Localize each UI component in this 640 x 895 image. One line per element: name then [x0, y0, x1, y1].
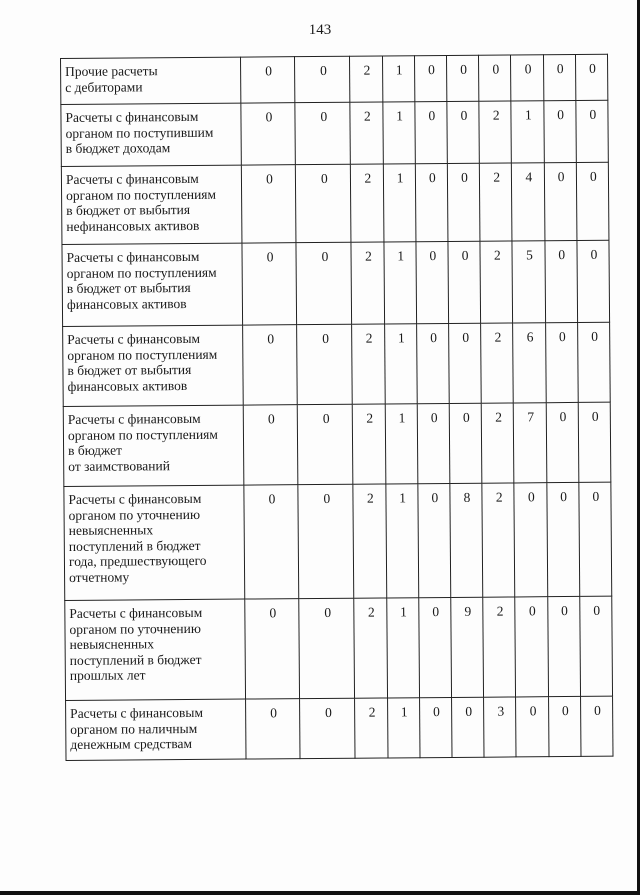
table-row — [61, 162, 609, 244]
code-digit-cell: 6 — [513, 323, 546, 403]
account-name-line: Расчеты с финансовым — [69, 604, 203, 621]
code-digit-cell: 0 — [515, 597, 548, 697]
code-digit-cell: 2 — [483, 597, 516, 697]
code-digit-cell: 2 — [354, 598, 387, 698]
code-digit-cell: 0 — [545, 322, 578, 402]
code-digit-cell: 0 — [511, 55, 544, 101]
code-digit-cell: 0 — [242, 325, 298, 405]
table-body — [61, 54, 613, 760]
code-digit-cell: 2 — [482, 483, 515, 597]
code-digit-cell: 0 — [547, 596, 580, 696]
account-name-line: Расчеты с финансовым — [67, 330, 201, 347]
account-name-line: денежным средствам — [70, 735, 193, 752]
account-name-cell — [62, 243, 242, 326]
account-name-line: органом по поступлениям — [66, 264, 217, 281]
code-digit-cell: 9 — [451, 597, 484, 697]
code-digit-cell: 2 — [355, 698, 388, 758]
code-digit-cell: 3 — [484, 697, 517, 757]
code-digit-cell: 0 — [579, 482, 612, 596]
code-digit-cell: 0 — [415, 163, 448, 241]
account-name-cell — [61, 57, 241, 104]
code-digit-cell: 0 — [240, 103, 295, 165]
code-digit-cell: 1 — [382, 56, 415, 102]
code-digit-cell: 1 — [383, 164, 416, 242]
account-name-line: Расчеты с финансовым — [68, 490, 202, 507]
account-name-cell — [65, 599, 245, 700]
code-digit-cell: 0 — [516, 697, 549, 757]
code-digit-cell: 0 — [514, 483, 547, 597]
code-digit-cell: 0 — [543, 100, 576, 162]
account-name-cell — [61, 165, 241, 244]
code-digit-cell: 1 — [382, 102, 415, 164]
code-digit-cell: 0 — [241, 243, 297, 325]
code-digit-cell: 1 — [387, 698, 420, 758]
account-name-line: Расчеты с финансовым — [67, 410, 201, 427]
account-name-line: поступлений в бюджет — [68, 537, 201, 554]
account-name-line: прошлых лет — [69, 667, 146, 683]
code-digit-cell: 0 — [418, 483, 451, 597]
code-digit-cell: 0 — [580, 696, 613, 756]
code-digit-cell: 0 — [448, 241, 481, 323]
code-digit-cell: 0 — [577, 240, 610, 322]
account-name-line: органом по наличным — [70, 720, 198, 737]
code-digit-cell: 2 — [479, 163, 512, 241]
code-digit-cell: 0 — [544, 240, 577, 322]
account-name-line: Расчеты с финансовым — [66, 248, 200, 265]
account-name-cell — [64, 485, 244, 600]
account-name-line: Расчеты с финансовым — [65, 108, 199, 125]
account-name-line: органом по поступлениям — [67, 346, 218, 363]
code-digit-cell: 0 — [451, 697, 484, 757]
table-row — [62, 240, 610, 326]
account-name-line: Расчеты с финансовым — [65, 170, 199, 187]
page-number: 143 — [308, 22, 332, 38]
code-digit-cell: 2 — [353, 404, 386, 484]
account-name-cell — [63, 405, 243, 486]
code-digit-cell: 1 — [383, 242, 416, 324]
account-name-line: финансовых активов — [67, 377, 188, 394]
account-name-line: нефинансовых активов — [66, 217, 200, 234]
code-digit-cell: 1 — [385, 404, 418, 484]
code-digit-cell: 0 — [298, 484, 354, 598]
code-digit-cell: 0 — [240, 57, 295, 103]
code-digit-cell: 2 — [351, 164, 384, 242]
account-name-cell — [63, 325, 243, 406]
table-row — [65, 596, 613, 700]
code-digit-cell: 0 — [414, 55, 447, 101]
code-digit-cell: 2 — [352, 324, 385, 404]
code-digit-cell: 0 — [449, 323, 482, 403]
code-digit-cell: 0 — [418, 597, 451, 697]
account-name-line: Расчеты с финансовым — [70, 704, 204, 721]
table-row — [66, 696, 613, 760]
code-digit-cell: 0 — [295, 56, 350, 102]
account-name-line: невыясненных — [68, 522, 154, 538]
code-digit-cell: 2 — [481, 403, 514, 483]
code-digit-cell: 0 — [298, 404, 354, 484]
code-digit-cell: 0 — [576, 100, 609, 162]
code-digit-cell: 0 — [449, 403, 482, 483]
code-digit-cell: 1 — [385, 484, 418, 598]
code-digit-cell: 0 — [544, 162, 577, 240]
code-digit-cell: 0 — [447, 163, 480, 241]
account-name-line: органом по поступившим — [65, 124, 214, 141]
code-digit-cell: 0 — [245, 699, 300, 759]
account-name-line: в бюджет доходам — [65, 140, 171, 156]
code-digit-cell: 0 — [300, 698, 355, 758]
account-name-line: органом по уточнению — [69, 620, 201, 637]
code-digit-cell: 0 — [479, 55, 512, 101]
code-digit-cell: 0 — [417, 403, 450, 483]
code-digit-cell: 2 — [480, 241, 513, 323]
scan-edge-bottom — [0, 891, 640, 895]
code-digit-cell: 4 — [512, 163, 545, 241]
account-name-line: в бюджет от выбытия — [67, 361, 192, 378]
code-digit-cell: 8 — [450, 483, 483, 597]
account-name-line: с дебиторами — [65, 78, 143, 95]
account-name-line: года, предшествующего — [68, 552, 207, 569]
code-digit-cell: 0 — [579, 596, 612, 696]
code-digit-cell: 0 — [546, 402, 579, 482]
account-name-line: в бюджет от выбытия — [66, 279, 191, 296]
code-digit-cell: 0 — [578, 402, 611, 482]
code-digit-cell: 5 — [512, 241, 545, 323]
code-digit-cell: 0 — [243, 485, 299, 599]
table-row — [63, 402, 611, 486]
code-digit-cell: 0 — [241, 165, 297, 243]
code-digit-cell: 0 — [243, 405, 299, 485]
code-digit-cell: 2 — [350, 102, 383, 164]
account-name-line: органом по поступлениям — [67, 426, 218, 443]
code-digit-cell: 7 — [514, 403, 547, 483]
accounts-table — [60, 54, 614, 761]
account-name-cell — [66, 699, 246, 760]
table-row — [63, 322, 611, 406]
code-digit-cell: 2 — [351, 242, 384, 324]
table-row — [61, 54, 608, 104]
code-digit-cell: 2 — [350, 56, 383, 102]
table-row — [64, 482, 612, 600]
code-digit-cell: 0 — [447, 101, 480, 163]
account-name-line: финансовых активов — [66, 295, 187, 312]
code-digit-cell: 1 — [386, 598, 419, 698]
account-name-line: невыясненных — [69, 636, 155, 652]
accounts-table-container — [60, 54, 614, 761]
code-digit-cell: 0 — [546, 482, 579, 596]
code-digit-cell: 2 — [481, 323, 514, 403]
account-name-line: поступлений в бюджет — [69, 651, 202, 668]
table-row — [61, 100, 608, 166]
code-digit-cell: 0 — [575, 54, 608, 100]
code-digit-cell: 0 — [295, 102, 350, 164]
code-digit-cell: 0 — [297, 324, 353, 404]
account-name-line: отчетному — [69, 568, 130, 585]
account-name-line: в бюджет — [68, 442, 123, 458]
code-digit-cell: 0 — [543, 54, 576, 100]
code-digit-cell: 2 — [353, 484, 386, 598]
code-digit-cell: 0 — [416, 323, 449, 403]
account-name-cell — [61, 103, 241, 166]
code-digit-cell: 0 — [446, 55, 479, 101]
code-digit-cell: 0 — [299, 598, 355, 698]
account-name-line: органом по поступлениям — [66, 186, 217, 203]
code-digit-cell: 0 — [296, 242, 352, 324]
code-digit-cell: 0 — [296, 164, 352, 242]
account-name-line: органом по уточнению — [68, 506, 201, 523]
code-digit-cell: 0 — [415, 101, 448, 163]
code-digit-cell: 0 — [548, 696, 581, 756]
account-name-line: в бюджет от выбытия — [66, 201, 191, 218]
account-name-line: от заимствований — [68, 457, 170, 474]
code-digit-cell: 0 — [576, 162, 609, 240]
account-name-line: Прочие расчеты — [65, 63, 158, 79]
code-digit-cell: 0 — [419, 697, 452, 757]
code-digit-cell: 1 — [511, 101, 544, 163]
code-digit-cell: 0 — [416, 241, 449, 323]
code-digit-cell: 1 — [384, 324, 417, 404]
code-digit-cell: 0 — [577, 322, 610, 402]
code-digit-cell: 2 — [479, 101, 512, 163]
code-digit-cell: 0 — [244, 599, 300, 699]
